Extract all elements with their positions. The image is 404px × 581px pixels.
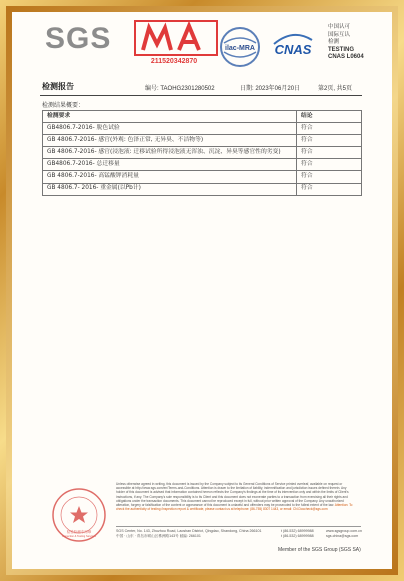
table-row: [43, 135, 362, 147]
svg-text:Inspection & Testing Services: Inspection & Testing Services: [62, 535, 96, 538]
requirement-cell: GB 4806.7-2016- 感官(浸泡液: 迁移试验所得浸泡液无浑浊、沉淀、异臭等感官性的劣变): [43, 147, 297, 159]
table-row: [43, 183, 362, 195]
conclusion-cell: 符合: [297, 171, 362, 183]
requirement-cell: GB 4806.7-2016- 感官(外观: 色泽正常, 无异臭、不洁物等): [43, 135, 297, 147]
website: www.sgsgroup.com.cn: [326, 529, 362, 533]
table-row: [43, 171, 362, 183]
table-row: [43, 147, 362, 159]
cnas-accreditation-text: 中国认可 国际互认 检测 TESTING CNAS L0604: [328, 24, 364, 60]
sgs-logo: SGS: [45, 22, 112, 55]
address-cn: 中国 · 山东 · 青岛市崂山区株洲路143号 邮编: 266101: [116, 534, 201, 538]
column-header-requirement: 检测要求: [43, 111, 297, 123]
conclusion-cell: 符合: [297, 159, 362, 171]
official-seal-stamp: [50, 486, 108, 544]
page-indicator: 第2页, 共5页: [318, 86, 353, 92]
ilac-mra-logo: [218, 25, 262, 69]
phone-2: t (86-532) 68999988: [281, 534, 314, 538]
column-header-conclusion: 结论: [297, 111, 362, 123]
ma-certificate-code: 211520342870: [150, 58, 198, 65]
requirement-cell: GB 4806.7-2016- 高锰酸钾消耗量: [43, 171, 297, 183]
authenticity-notice: Attention: To check the authenticity of testing /inspection report & certificate, please contact us at telephone: (86-755) 8307 1443, or email: CN.Doccheck@sgs.com: [116, 503, 353, 512]
svg-text:ilac-MRA: ilac-MRA: [225, 45, 255, 52]
terms-fine-print: Unless otherwise agreed in writing, this document is issued by the Company subject to its General Conditions of Service printed overleaf, available on request or accessible at http://www.sgs.com/en/Terms-and-Conditions. Attention is drawn to the limitation of liability, indemnification and jurisdiction issues defined therein. Any holder of this document is advised that information contained hereon reflects the Company's findings at the time of its intervention only and within the limits of Client's instructions, if any. The Company's sole responsibility is to its Client and this document does not exonerate parties to a transaction from exercising all their rights and obligations under the transaction documents. This document cannot be reproduced except in full, without prior written approval of the Company. Any unauthorized alteration, forgery or falsification of the content or appearance of this document is unlawful and offenders may be prosecuted to the fullest extent of the law. Attention: To check the authenticity of testing /inspection report & certificate, please contact us at telephone: (86-755) 8307 1443, or email: CN.Doccheck@sgs.com: [116, 482, 353, 512]
summary-label: 检测结果概要：: [42, 102, 85, 109]
svg-text:检验检测专用章: 检验检测专用章: [66, 530, 92, 534]
header-divider: [40, 95, 362, 96]
conclusion-cell: 符合: [297, 123, 362, 135]
results-table: [42, 110, 362, 196]
svg-text:CNAS: CNAS: [274, 42, 312, 57]
requirement-cell: GB4806.7-2016- 总迁移量: [43, 159, 297, 171]
cnas-logo: [270, 30, 316, 60]
sgs-member-line: Member of the SGS Group (SGS SA): [278, 547, 361, 553]
conclusion-cell: 符合: [297, 135, 362, 147]
table-row: [43, 159, 362, 171]
footer-address: [116, 526, 361, 539]
report-date: 日期: 2023年06月20日: [240, 86, 301, 92]
email: sgs.china@sgs.com: [326, 534, 359, 538]
table-row: [43, 123, 362, 135]
requirement-cell: GB 4806.7- 2016- 重金属(以Pb计): [43, 183, 297, 195]
conclusion-cell: 符合: [297, 183, 362, 195]
report-title: 检测报告: [42, 82, 74, 91]
address-en: SGS Center, No. 143, Zhuzhou Road, Laoshan District, Qingdao, Shandong, China 266101: [116, 529, 262, 533]
requirement-cell: GB4806.7-2016- 脱色试验: [43, 123, 297, 135]
phone-1: t (86-532) 68999988: [281, 529, 314, 533]
table-header-row: [43, 111, 362, 123]
conclusion-cell: 符合: [297, 147, 362, 159]
report-number: 编号: TAOHG2301280502: [145, 86, 215, 92]
